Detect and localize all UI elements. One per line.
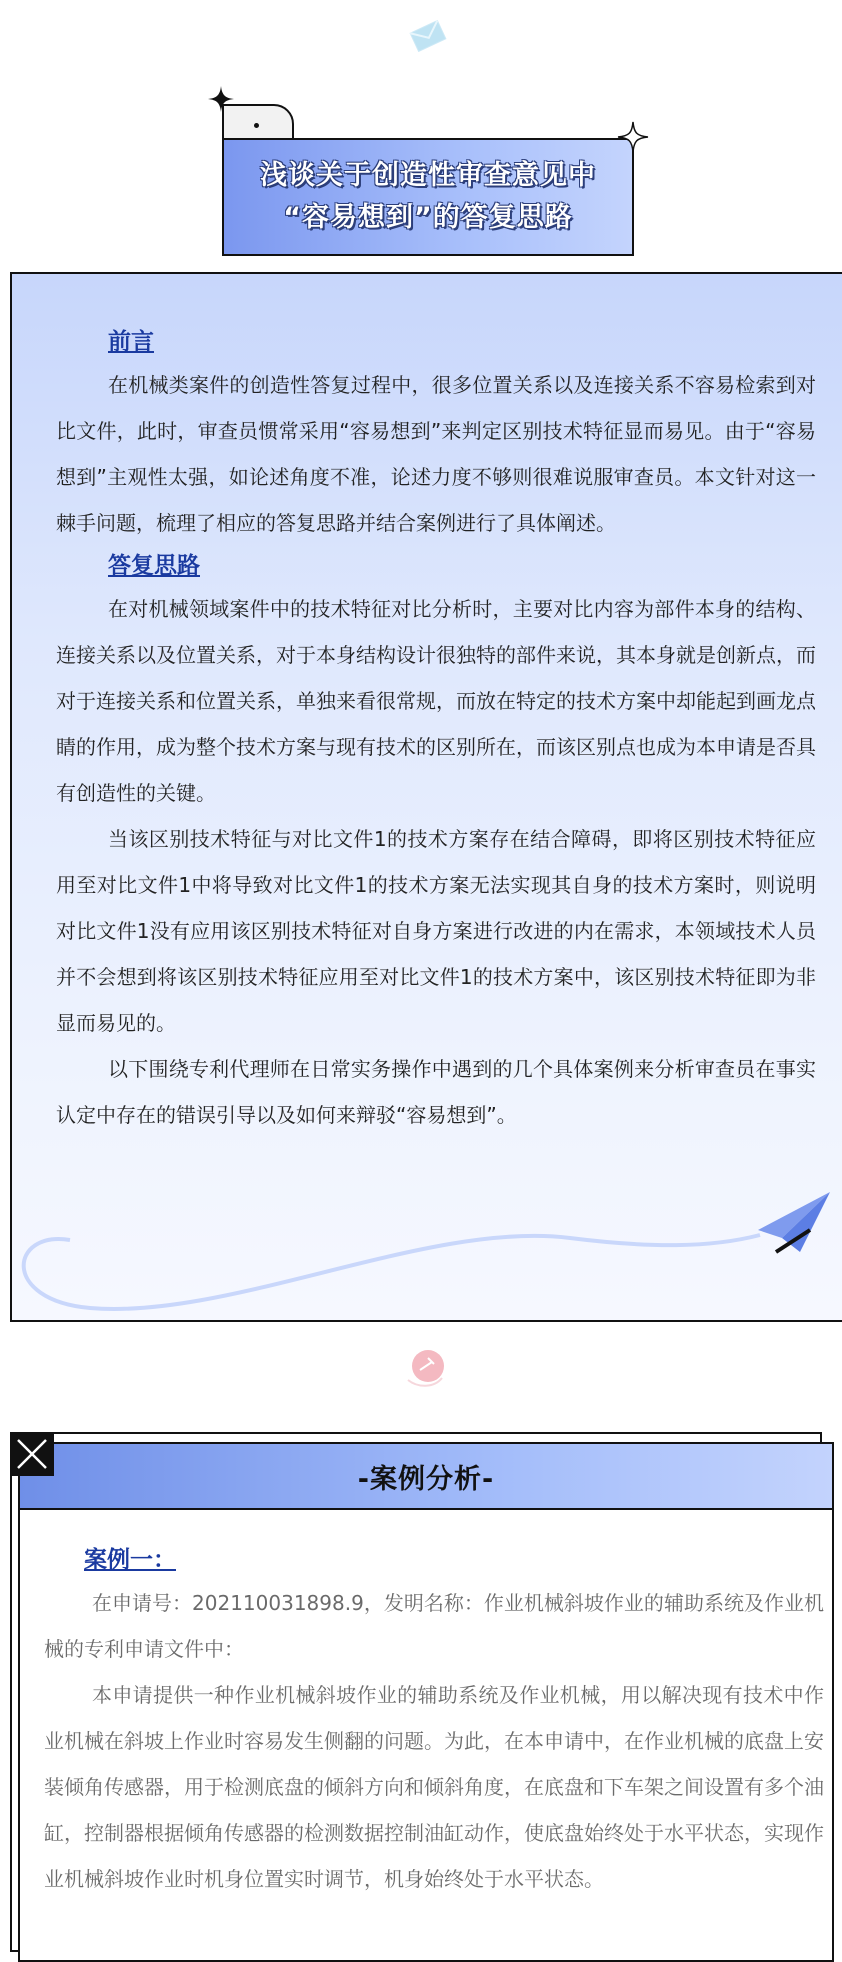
paper-plane-icon [758, 1192, 830, 1252]
case-content [44, 1540, 824, 1902]
heart-icon [398, 1340, 450, 1392]
approach-heading: 答复思路 [108, 553, 200, 579]
title-box [222, 138, 634, 256]
case-panel-header [20, 1444, 832, 1510]
case1-paragraph-1: 在申请号：202110031898.9，发明名称：作业机械斜坡作业的辅助系统及作业机械的专利申请文件中： [44, 1591, 824, 1661]
approach-paragraph-1: 在对机械领域案件中的技术特征对比分析时，主要对比内容为部件本身的结构、连接关系以及位置关系，对于本身结构设计很独特的部件来说，其本身就是创新点，而对于连接关系和位置关系，单独来看很常规，而放在特定的技术方案中却能起到画龙点睛的作用，成为整个技术方案与现有技术的区别所在，而该区别点也成为本申请是否具有创造性的关键。 [56, 597, 816, 805]
case-section-title: -案例分析- [357, 1463, 495, 1495]
title-card [206, 90, 646, 260]
approach-paragraph-3: 以下围绕专利代理师在日常实务操作中遇到的几个具体案例来分析审查员在事实认定中存在的错误引导以及如何来辩驳“容易想到”。 [56, 1057, 816, 1127]
intro-content [56, 322, 816, 1138]
intro-paragraph: 在机械类案件的创造性答复过程中，很多位置关系以及连接关系不容易检索到对比文件，此时，审查员惯常采用“容易想到”来判定区别技术特征显而易见。由于“容易想到”主观性太强，如论述角度不准，论述力度不够则很难说服审查员。本文针对这一棘手问题，梳理了相应的答复思路并结合案例进行了具体阐述。 [56, 373, 816, 535]
intro-panel [10, 272, 842, 1322]
sparkle-icon [208, 86, 234, 112]
swirl-decoration [10, 1190, 842, 1330]
intro-heading: 前言 [108, 329, 154, 355]
case1-paragraph-2: 本申请提供一种作业机械斜坡作业的辅助系统及作业机械，用以解决现有技术中作业机械在斜坡上作业时容易发生侧翻的问题。为此，在本申请中，在作业机械的底盘上安装倾角传感器，用于检测底盘的倾斜方向和倾斜角度，在底盘和下车架之间设置有多个油缸，控制器根据倾角传感器的检测数据控制油缸动作，使底盘始终处于水平状态，实现作业机械斜坡作业时机身位置实时调节，机身始终处于水平状态。 [44, 1683, 824, 1891]
envelope-icon [408, 16, 448, 56]
sparkle-icon [616, 120, 650, 154]
case-panel [18, 1442, 834, 1962]
approach-paragraph-2: 当该区别技术特征与对比文件1的技术方案存在结合障碍，即将区别技术特征应用至对比文件1中将导致对比文件1的技术方案无法实现其自身的技术方案时，则说明对比文件1没有应用该区别技术特征对自身方案进行改进的内在需求，本领域技术人员并不会想到将该区别技术特征应用至对比文件1的技术方案中，该区别技术特征即为非显而易见的。 [56, 827, 816, 1035]
close-icon [10, 1432, 54, 1476]
page-title-line-2: “容易想到”的答复思路 [283, 202, 573, 233]
case1-heading: 案例一： [84, 1547, 176, 1573]
page-title-line-1: 浅谈关于创造性审查意见中 [260, 160, 596, 191]
